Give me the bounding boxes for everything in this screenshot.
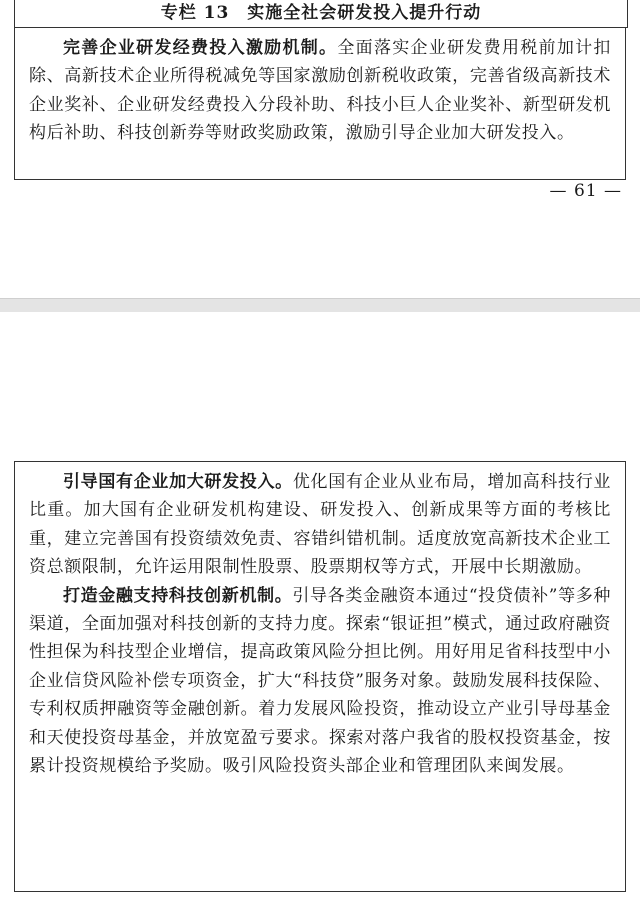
paragraph-lead: 完善企业研发经费投入激励机制。 [63, 38, 338, 58]
column-box-top [14, 28, 626, 180]
paragraph-body: 全面落实企业研发费用税前加计扣除、高新技术企业所得税减免等国家激励创新税收政策，完善省级高新技术企业奖补、企业研发经费投入分段补助、科技小巨人企业奖补、新型研发机构后补助、科技创新券等财政奖励政策，激励引导企业加大研发投入。 [29, 38, 612, 144]
page-number: — 61 — [549, 181, 622, 201]
column-box-bottom [14, 461, 626, 892]
column-title: 专栏 13 实施全社会研发投入提升行动 [14, 0, 628, 28]
paragraph [29, 582, 611, 781]
paragraph [29, 34, 611, 148]
paragraph-body: 引导各类金融资本通过“投贷债补”等多种渠道，全面加强对科技创新的支持力度。探索“银证担”模式，通过政府融资性担保为科技型企业增信，提高政策风险分担比例。用好用足省科技型中小企业信贷风险补偿专项资金，扩大“科技贷”服务对象。鼓励发展科技保险、专利权质押融资等金融创新。着力发展风险投资，推动设立产业引导母基金和天使投资母基金，并放宽盈亏要求。探索对落户我省的股权投资基金，按累计投资规模给予奖励。吸引风险投资头部企业和管理团队来闽发展。 [29, 585, 611, 777]
paragraph-body: 优化国有企业从业布局，增加高科技行业比重。加大国有企业研发机构建设、研发投入、创新成果等方面的考核比重，建立完善国有投资绩效免责、容错纠错机制。适度放宽高新技术企业工资总额限制，允许运用限制性股票、股票期权等方式，开展中长期激励。 [29, 472, 611, 578]
paragraph [29, 468, 611, 582]
page-top [0, 0, 640, 298]
paragraph-lead: 引导国有企业加大研发投入。 [63, 472, 293, 492]
page-bottom [0, 312, 640, 899]
paragraph-lead: 打造金融支持科技创新机制。 [63, 585, 293, 606]
